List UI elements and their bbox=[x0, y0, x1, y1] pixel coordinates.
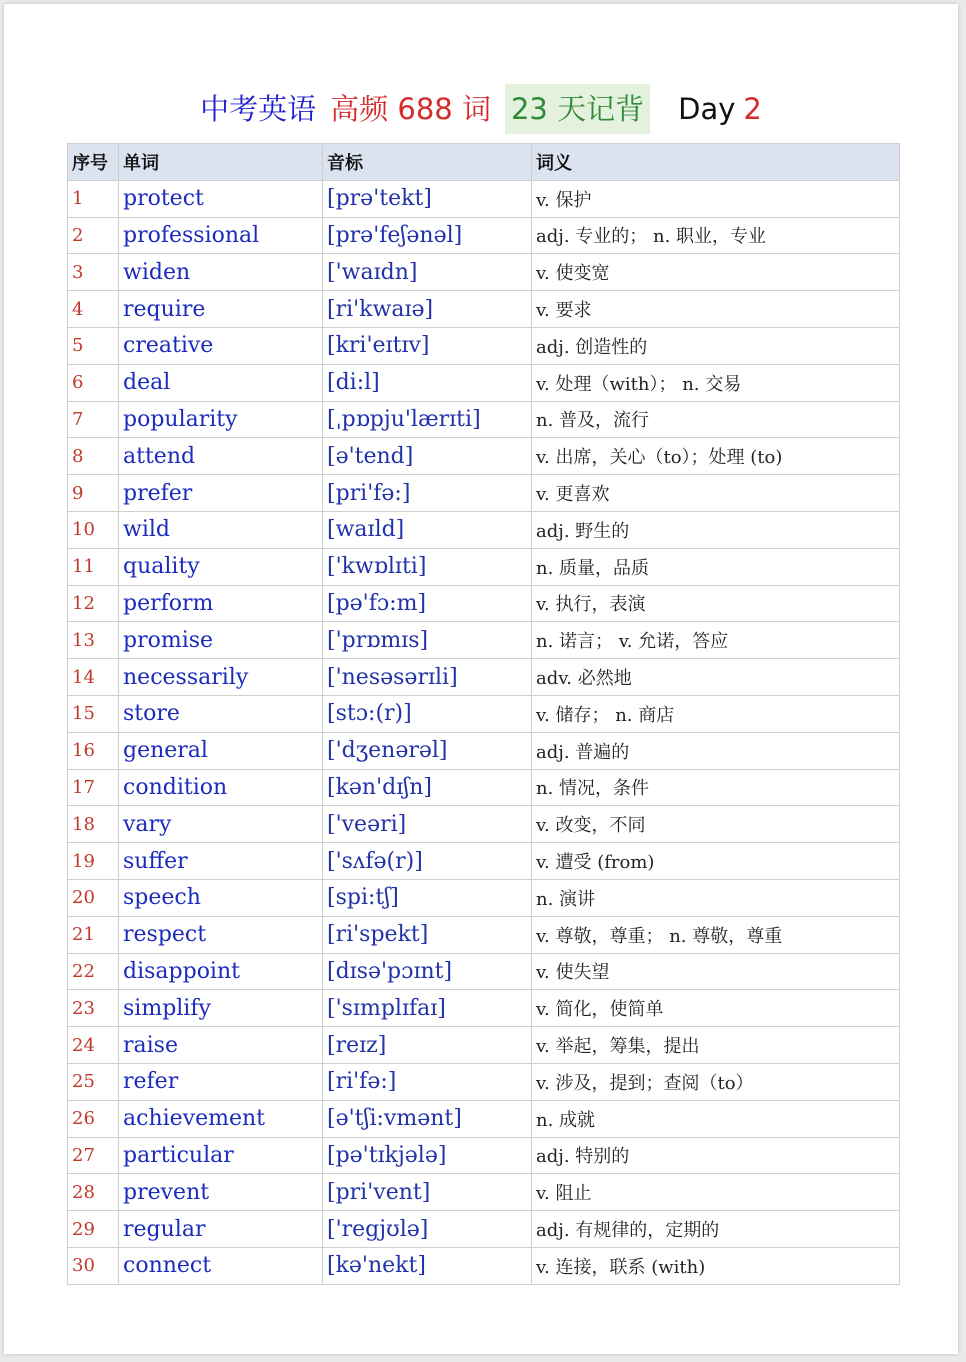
row-meaning: adj. 有规律的，定期的 bbox=[532, 1211, 900, 1248]
row-phonetic: [di:l] bbox=[323, 364, 532, 401]
row-phonetic: ['sɪmplɪfaɪ] bbox=[323, 990, 532, 1027]
row-meaning: adj. 创造性的 bbox=[532, 327, 900, 364]
row-word: protect bbox=[119, 180, 323, 217]
row-meaning: v. 尊敬，尊重； n. 尊敬，尊重 bbox=[532, 916, 900, 953]
table-row bbox=[68, 475, 900, 512]
row-word: deal bbox=[119, 364, 323, 401]
row-phonetic: [reɪz] bbox=[323, 1027, 532, 1064]
table-row bbox=[68, 585, 900, 622]
row-number: 20 bbox=[68, 879, 119, 916]
row-meaning: v. 简化，使简单 bbox=[532, 990, 900, 1027]
row-number: 11 bbox=[68, 548, 119, 585]
row-number: 1 bbox=[68, 180, 119, 217]
row-number: 23 bbox=[68, 990, 119, 1027]
row-phonetic: ['kwɒlɪti] bbox=[323, 548, 532, 585]
row-number: 26 bbox=[68, 1100, 119, 1137]
table-row bbox=[68, 291, 900, 328]
row-meaning: v. 储存； n. 商店 bbox=[532, 695, 900, 732]
row-number: 19 bbox=[68, 843, 119, 880]
row-word: suffer bbox=[119, 843, 323, 880]
row-number: 12 bbox=[68, 585, 119, 622]
table-row bbox=[68, 1063, 900, 1100]
row-meaning: v. 改变，不同 bbox=[532, 806, 900, 843]
row-phonetic: [dɪsə'pɔɪnt] bbox=[323, 953, 532, 990]
table-row bbox=[68, 659, 900, 696]
table-row bbox=[68, 769, 900, 806]
row-number: 27 bbox=[68, 1137, 119, 1174]
row-phonetic: ['sʌfə(r)] bbox=[323, 843, 532, 880]
table-row bbox=[68, 1100, 900, 1137]
row-phonetic: [ri'kwaɪə] bbox=[323, 291, 532, 328]
row-meaning: adj. 特别的 bbox=[532, 1137, 900, 1174]
row-word: creative bbox=[119, 327, 323, 364]
row-number: 25 bbox=[68, 1063, 119, 1100]
title-days: 23 天记背 bbox=[505, 84, 650, 134]
row-meaning: v. 举起，筹集，提出 bbox=[532, 1027, 900, 1064]
row-phonetic: [pə'fɔ:m] bbox=[323, 585, 532, 622]
row-number: 18 bbox=[68, 806, 119, 843]
row-phonetic: [kə'nekt] bbox=[323, 1247, 532, 1284]
title-word-count: 高频 688 词 bbox=[330, 92, 491, 126]
row-word: regular bbox=[119, 1211, 323, 1248]
row-number: 4 bbox=[68, 291, 119, 328]
row-phonetic: ['waɪdn] bbox=[323, 254, 532, 291]
row-meaning: v. 涉及，提到；查阅（to） bbox=[532, 1063, 900, 1100]
row-meaning: v. 出席，关心（to）；处理 (to) bbox=[532, 438, 900, 475]
row-meaning: adv. 必然地 bbox=[532, 659, 900, 696]
row-phonetic: ['dʒenərəl] bbox=[323, 732, 532, 769]
table-row bbox=[68, 217, 900, 254]
table-row bbox=[68, 364, 900, 401]
row-word: professional bbox=[119, 217, 323, 254]
row-meaning: n. 诺言； v. 允诺，答应 bbox=[532, 622, 900, 659]
row-number: 14 bbox=[68, 659, 119, 696]
row-meaning: n. 成就 bbox=[532, 1100, 900, 1137]
row-phonetic: [ri'spekt] bbox=[323, 916, 532, 953]
row-meaning: v. 连接，联系 (with) bbox=[532, 1247, 900, 1284]
row-number: 7 bbox=[68, 401, 119, 438]
table-row bbox=[68, 254, 900, 291]
row-meaning: n. 情况，条件 bbox=[532, 769, 900, 806]
row-phonetic: [prə'tekt] bbox=[323, 180, 532, 217]
row-meaning: v. 使失望 bbox=[532, 953, 900, 990]
table-row bbox=[68, 622, 900, 659]
row-meaning: v. 更喜欢 bbox=[532, 475, 900, 512]
row-number: 3 bbox=[68, 254, 119, 291]
row-meaning: v. 使变宽 bbox=[532, 254, 900, 291]
row-number: 16 bbox=[68, 732, 119, 769]
row-phonetic: [kri'eɪtɪv] bbox=[323, 327, 532, 364]
row-number: 15 bbox=[68, 695, 119, 732]
title-day-number: 2 bbox=[743, 92, 762, 126]
row-phonetic: ['prɒmɪs] bbox=[323, 622, 532, 659]
row-meaning: adj. 普遍的 bbox=[532, 732, 900, 769]
title-day-label: Day bbox=[678, 92, 736, 126]
row-phonetic: [waɪld] bbox=[323, 511, 532, 548]
table-row bbox=[68, 843, 900, 880]
row-meaning: adj. 专业的； n. 职业，专业 bbox=[532, 217, 900, 254]
row-phonetic: ['nesəsərɪli] bbox=[323, 659, 532, 696]
row-word: promise bbox=[119, 622, 323, 659]
table-row bbox=[68, 401, 900, 438]
row-number: 10 bbox=[68, 511, 119, 548]
row-word: prefer bbox=[119, 475, 323, 512]
row-meaning: v. 执行，表演 bbox=[532, 585, 900, 622]
table-row bbox=[68, 806, 900, 843]
row-word: necessarily bbox=[119, 659, 323, 696]
row-number: 30 bbox=[68, 1247, 119, 1284]
row-word: speech bbox=[119, 879, 323, 916]
row-phonetic: [stɔ:(r)] bbox=[323, 695, 532, 732]
header-meaning: 词义 bbox=[532, 144, 900, 181]
table-row bbox=[68, 990, 900, 1027]
row-number: 6 bbox=[68, 364, 119, 401]
row-meaning: v. 处理（with）； n. 交易 bbox=[532, 364, 900, 401]
table-row bbox=[68, 1211, 900, 1248]
row-phonetic: [pri'fə:] bbox=[323, 475, 532, 512]
row-phonetic: [ri'fə:] bbox=[323, 1063, 532, 1100]
row-phonetic: [prə'feʃənəl] bbox=[323, 217, 532, 254]
row-word: condition bbox=[119, 769, 323, 806]
row-meaning: n. 质量，品质 bbox=[532, 548, 900, 585]
table-body bbox=[68, 180, 900, 1284]
table-header-row bbox=[68, 144, 900, 181]
row-number: 17 bbox=[68, 769, 119, 806]
header-phonetic: 音标 bbox=[323, 144, 532, 181]
row-phonetic: [ə'tend] bbox=[323, 438, 532, 475]
row-word: prevent bbox=[119, 1174, 323, 1211]
row-word: popularity bbox=[119, 401, 323, 438]
row-word: simplify bbox=[119, 990, 323, 1027]
row-phonetic: ['regjʊlə] bbox=[323, 1211, 532, 1248]
row-meaning: v. 保护 bbox=[532, 180, 900, 217]
row-number: 2 bbox=[68, 217, 119, 254]
row-number: 29 bbox=[68, 1211, 119, 1248]
row-word: wild bbox=[119, 511, 323, 548]
table-row bbox=[68, 1247, 900, 1284]
table-row bbox=[68, 953, 900, 990]
row-phonetic: [pri'vent] bbox=[323, 1174, 532, 1211]
table-row bbox=[68, 1027, 900, 1064]
row-phonetic: ['veəri] bbox=[323, 806, 532, 843]
row-word: perform bbox=[119, 585, 323, 622]
row-number: 22 bbox=[68, 953, 119, 990]
row-number: 9 bbox=[68, 475, 119, 512]
header-word: 单词 bbox=[119, 144, 323, 181]
table-row bbox=[68, 879, 900, 916]
vocabulary-table bbox=[67, 143, 900, 1285]
row-word: connect bbox=[119, 1247, 323, 1284]
row-word: refer bbox=[119, 1063, 323, 1100]
row-number: 21 bbox=[68, 916, 119, 953]
row-number: 5 bbox=[68, 327, 119, 364]
row-phonetic: [ˌpɒpju'lærɪti] bbox=[323, 401, 532, 438]
table-row bbox=[68, 548, 900, 585]
row-number: 24 bbox=[68, 1027, 119, 1064]
row-phonetic: [kən'dɪʃn] bbox=[323, 769, 532, 806]
table-row bbox=[68, 327, 900, 364]
row-phonetic: [pə'tɪkjələ] bbox=[323, 1137, 532, 1174]
row-meaning: n. 演讲 bbox=[532, 879, 900, 916]
row-word: quality bbox=[119, 548, 323, 585]
row-meaning: n. 普及，流行 bbox=[532, 401, 900, 438]
row-word: widen bbox=[119, 254, 323, 291]
row-number: 8 bbox=[68, 438, 119, 475]
document-page bbox=[4, 4, 958, 1354]
row-word: raise bbox=[119, 1027, 323, 1064]
title-exam: 中考英语 bbox=[200, 92, 317, 126]
row-word: disappoint bbox=[119, 953, 323, 990]
table-row bbox=[68, 695, 900, 732]
table-row bbox=[68, 732, 900, 769]
row-phonetic: [ə'tʃi:vmənt] bbox=[323, 1100, 532, 1137]
row-meaning: v. 要求 bbox=[532, 291, 900, 328]
table-row bbox=[68, 511, 900, 548]
table-row bbox=[68, 916, 900, 953]
row-word: particular bbox=[119, 1137, 323, 1174]
table-row bbox=[68, 1174, 900, 1211]
row-phonetic: [spi:tʃ] bbox=[323, 879, 532, 916]
row-word: attend bbox=[119, 438, 323, 475]
row-meaning: v. 遭受 (from) bbox=[532, 843, 900, 880]
row-meaning: v. 阻止 bbox=[532, 1174, 900, 1211]
table-row bbox=[68, 438, 900, 475]
row-word: require bbox=[119, 291, 323, 328]
row-word: store bbox=[119, 695, 323, 732]
row-word: general bbox=[119, 732, 323, 769]
row-meaning: adj. 野生的 bbox=[532, 511, 900, 548]
row-word: vary bbox=[119, 806, 323, 843]
header-number: 序号 bbox=[68, 144, 119, 181]
row-number: 13 bbox=[68, 622, 119, 659]
row-number: 28 bbox=[68, 1174, 119, 1211]
row-word: achievement bbox=[119, 1100, 323, 1137]
row-word: respect bbox=[119, 916, 323, 953]
page-title bbox=[4, 84, 958, 134]
table-row bbox=[68, 180, 900, 217]
table-row bbox=[68, 1137, 900, 1174]
